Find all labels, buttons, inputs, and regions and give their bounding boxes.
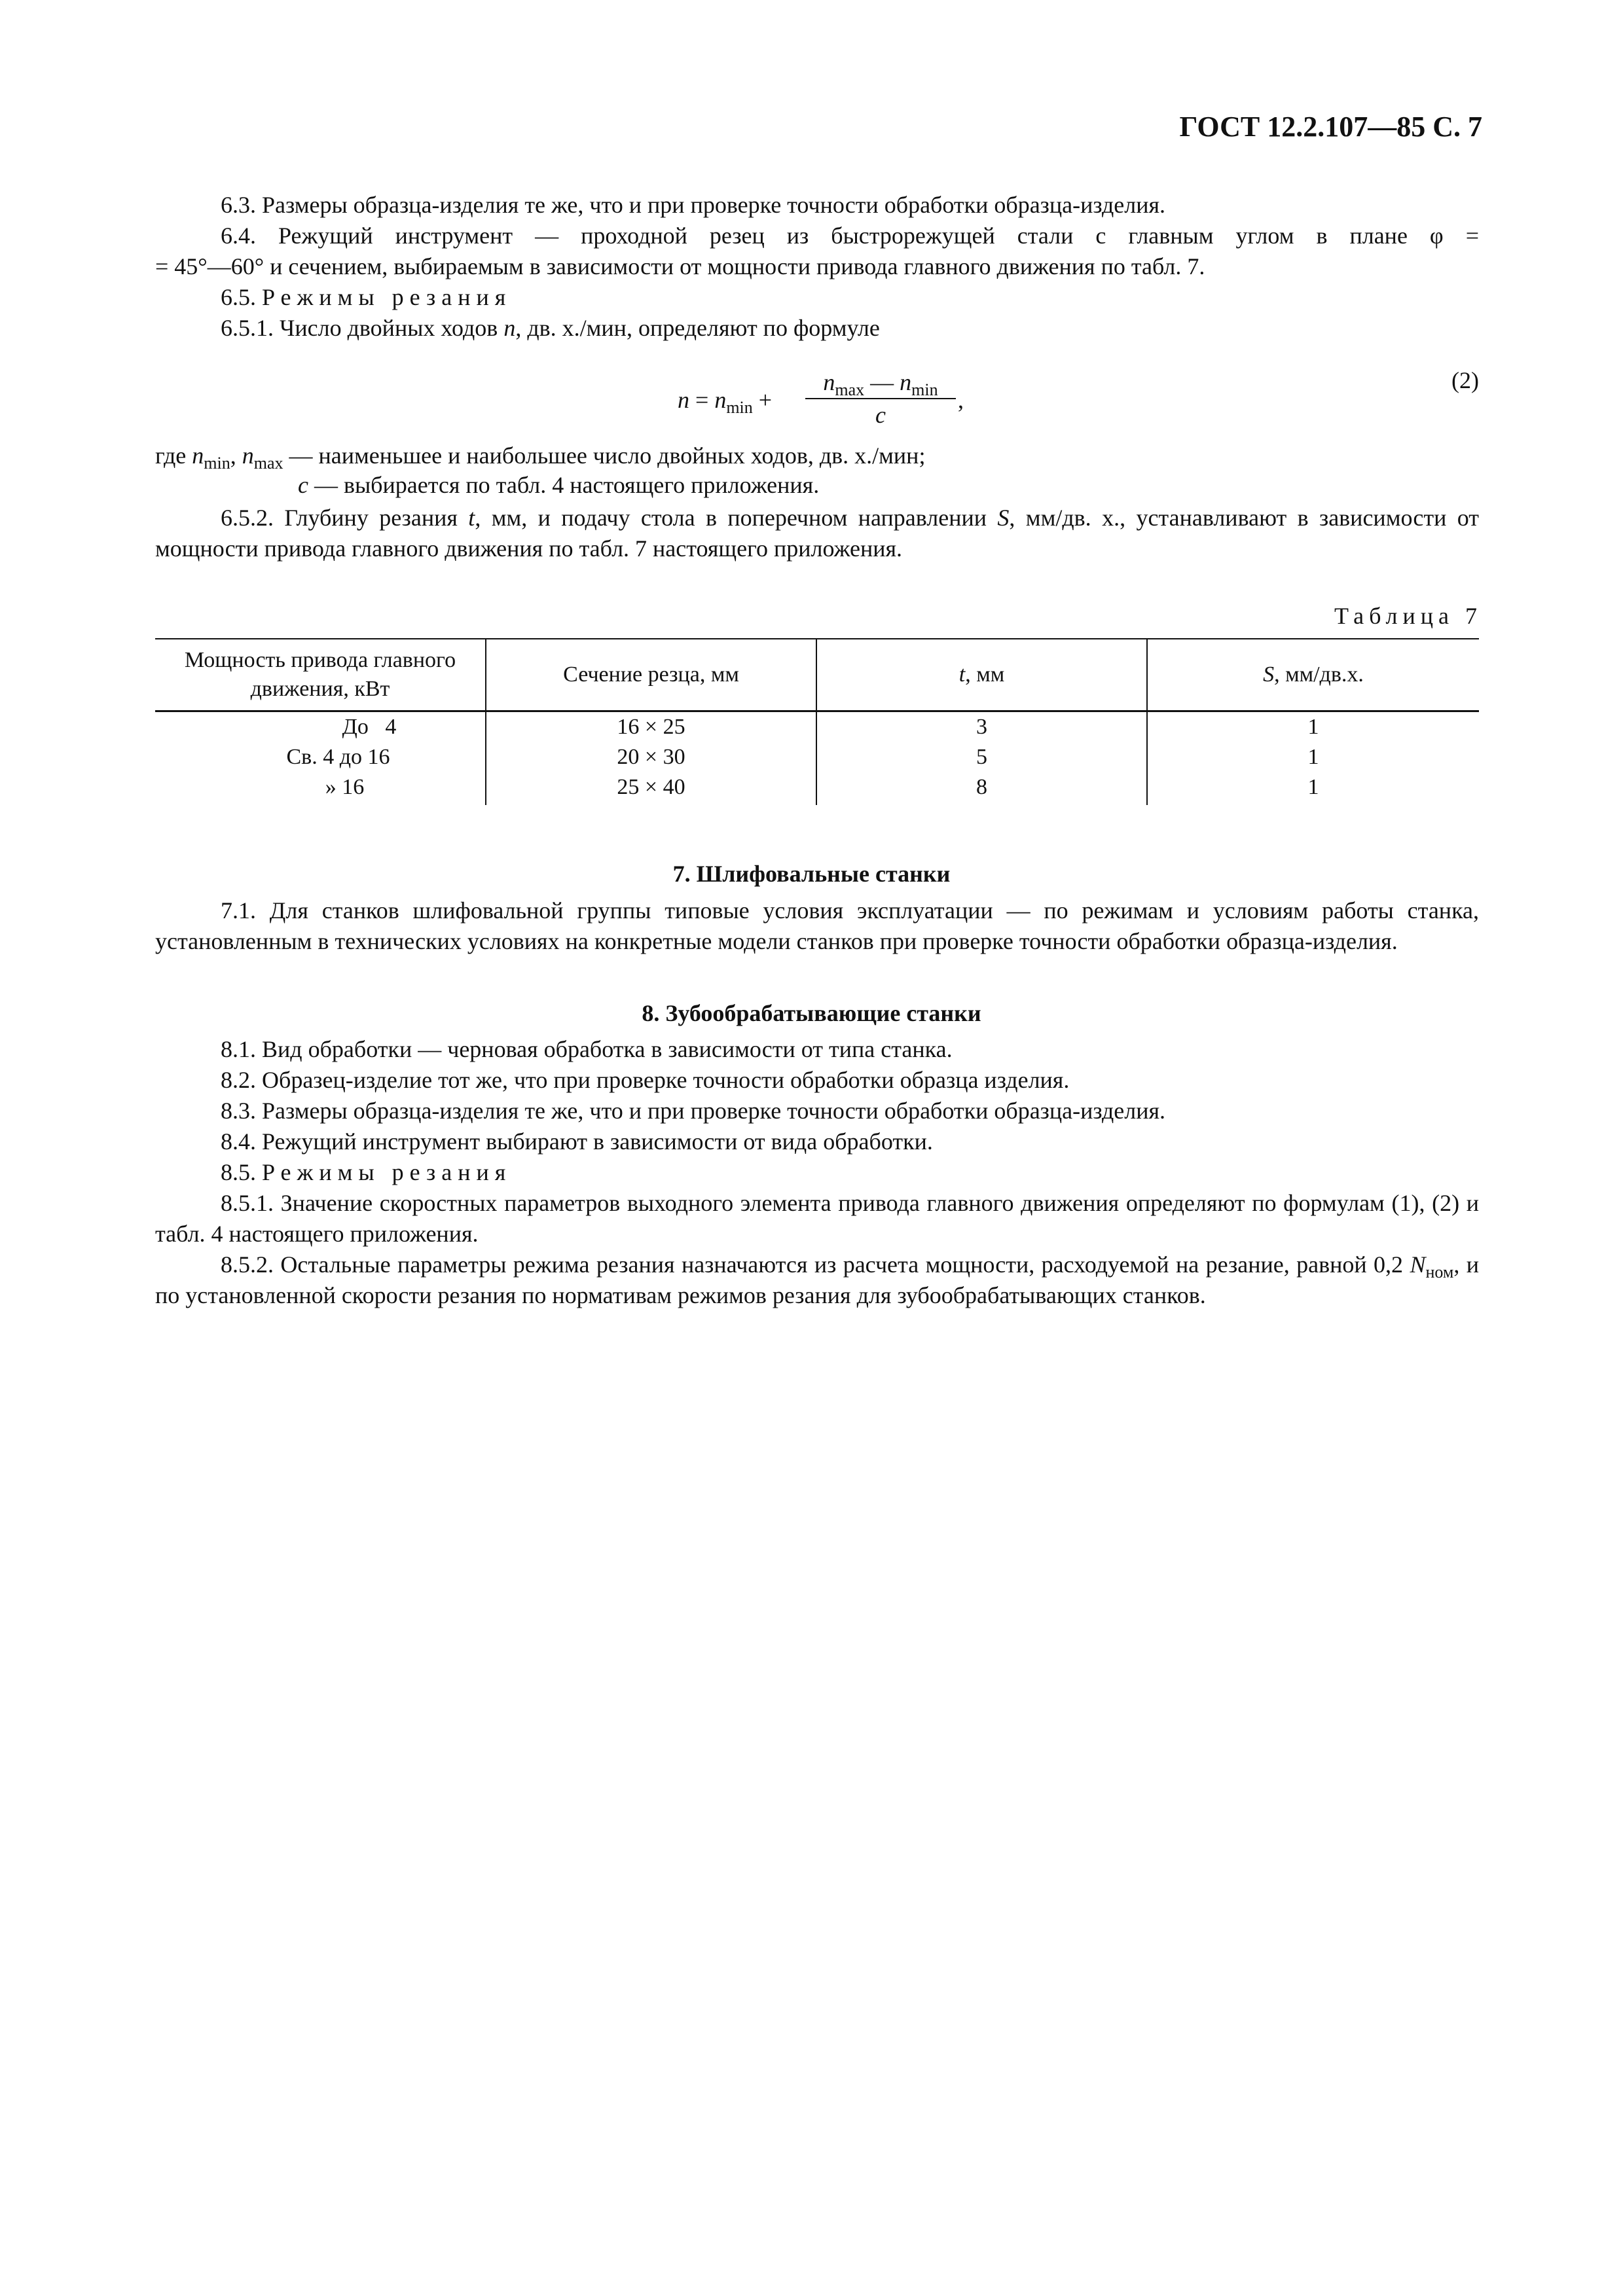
where-var1: n <box>192 442 204 469</box>
section-8-body <box>155 1034 1479 1311</box>
where-c-rest: — выбирается по табл. 4 настоящего приложения. <box>308 472 820 498</box>
formula-comma: , <box>958 387 964 413</box>
table-cell-section: 20 × 30 <box>486 742 816 772</box>
paragraph-6-4-line1: 6.4. Режущий инструмент — проходной резец из быстрорежущей стали с главным углом в плане φ = <box>221 223 1479 249</box>
p-8-5-2-text-b: , и по установленной скорости резания по нормативам режимов резания для зубообрабатывающих станков. <box>155 1251 1479 1308</box>
table-7 <box>155 638 1479 805</box>
heading-section-8: 8. Зубообрабатывающие станки <box>642 1000 981 1026</box>
formula-eq: = <box>689 387 715 413</box>
p-8-5-2-var-n: N <box>1410 1251 1426 1278</box>
formula-where-line1 <box>155 440 925 471</box>
formula-plus: + <box>752 387 773 413</box>
where-sep: , <box>230 442 242 469</box>
paragraph-8-3: 8.3. Размеры образца-изделия те же, что и при проверке точности обработки образца-изделия. <box>221 1098 1166 1124</box>
table-cell-power: До 4 <box>342 715 397 739</box>
paragraph-8-5-2 <box>155 1249 1479 1311</box>
table-header-row <box>155 639 1479 711</box>
formula-num-var1: n <box>823 369 835 395</box>
section-7-body <box>155 895 1479 957</box>
table-cell-section: 25 × 40 <box>486 772 816 805</box>
formula-number: (2) <box>1451 367 1479 393</box>
table-row <box>155 772 1479 805</box>
table-header-s-var: S <box>1263 662 1275 687</box>
paragraph-8-5-1: 8.5.1. Значение скоростных параметров выходного элемента привода главного движения определяют по формулам (1), (2) и табл. 4 настоящего приложения. <box>155 1190 1479 1247</box>
table-row <box>155 742 1479 772</box>
p-6-5-2-var-t: t <box>468 505 475 531</box>
where-sub1: min <box>204 454 230 473</box>
paragraph-6-5-1-text2: , дв. х./мин, определяют по формуле <box>515 315 880 341</box>
table-cell-section: 16 × 25 <box>486 711 816 743</box>
table-cell-s: 1 <box>1147 772 1479 805</box>
paragraph-6-5-title: Режимы резания <box>262 284 512 310</box>
paragraph-6-3: 6.3. Размеры образца-изделия те же, что и при проверке точности обработки образца-изделия. <box>221 192 1166 218</box>
formula-num-sub1: max <box>835 380 865 399</box>
formula-lhs <box>678 385 772 416</box>
table-row <box>155 711 1479 743</box>
paragraph-6-5-2 <box>155 503 1479 564</box>
formula-where-line2 <box>298 470 819 501</box>
formula-den-var: c <box>875 402 886 428</box>
table-header-t-var: t <box>958 662 966 687</box>
p-8-5-2-text-a: 8.5.2. Остальные параметры режима резания назначаются из расчета мощности, расходуемой на резание, равной 0,2 <box>221 1251 1410 1278</box>
where-var2: n <box>242 442 254 469</box>
paragraph-6-5-1-text: 6.5.1. Число двойных ходов <box>221 315 504 341</box>
paragraph-8-5-title: Режимы резания <box>262 1159 512 1185</box>
section-6-top <box>155 190 1479 344</box>
table-header-power: Мощность привода главного движения, кВт <box>155 639 486 711</box>
formula-denominator <box>805 401 956 429</box>
table-header-s <box>1147 639 1479 711</box>
var-n: n <box>503 315 516 341</box>
table-cell-t: 5 <box>816 742 1147 772</box>
where-rest: — наименьшее и наибольшее число двойных ходов, дв. х./мин; <box>283 442 926 469</box>
table-header-t <box>816 639 1147 711</box>
table-cell-t: 3 <box>816 711 1147 743</box>
paragraph-7-1: 7.1. Для станков шлифовальной группы типовые условия эксплуатации — по режимам и условиям работы станка, установленным в технических условиях на конкретные модели станков при проверке точности обработки образца-изделия. <box>155 897 1479 954</box>
formula-numerator <box>805 367 956 398</box>
table-cell-power: Св. 4 до 16 <box>286 745 390 769</box>
paragraph-8-4: 8.4. Режущий инструмент выбирают в зависимости от вида обработки. <box>221 1128 933 1155</box>
p-6-5-2-text-b: , мм, и подачу стола в поперечном направлении <box>475 505 998 531</box>
paragraph-8-5 <box>155 1157 1479 1188</box>
p-6-5-2-text-c: , мм/дв. х., устанавливают в зависимости от мощности привода главного движения по табл. 7 настоящего приложения. <box>155 505 1479 562</box>
paragraph-8-1: 8.1. Вид обработки — черновая обработка в зависимости от типа станка. <box>221 1036 953 1062</box>
formula-2 <box>678 367 1070 439</box>
where-sub2: max <box>253 454 283 473</box>
table-header-section: Сечение резца, мм <box>486 639 816 711</box>
paragraph-8-2: 8.2. Образец-изделие тот же, что при проверке точности обработки образца изделия. <box>221 1067 1070 1093</box>
formula-fraction <box>805 367 956 429</box>
p-6-5-2-text-a: 6.5.2. Глубину резания <box>221 505 469 531</box>
table-header-t-unit: , мм <box>965 662 1005 687</box>
where-lead: где <box>155 442 192 469</box>
section-6-5-2 <box>155 503 1479 564</box>
paragraph-8-5-number: 8.5. <box>221 1159 256 1185</box>
paragraph-6-5 <box>155 282 1479 313</box>
p-6-5-2-var-s: S <box>997 505 1010 531</box>
formula-lhs-var: n <box>678 387 689 413</box>
paragraph-6-4-line2: = 45°—60° и сечением, выбираемым в зависимости от мощности привода главного движения по табл. 7. <box>155 253 1205 279</box>
p-8-5-2-sub: ном <box>1425 1263 1454 1282</box>
table-caption: Таблица 7 <box>1334 603 1482 629</box>
paragraph-6-5-number: 6.5. <box>221 284 256 310</box>
formula-term-sub: min <box>726 398 753 417</box>
formula-num-var2: n <box>900 369 912 395</box>
formula-term-var: n <box>714 387 727 413</box>
table-cell-s: 1 <box>1147 742 1479 772</box>
heading-section-7: 7. Шлифовальные станки <box>672 861 951 887</box>
formula-minus: — <box>864 369 900 395</box>
page-header: ГОСТ 12.2.107—85 С. 7 <box>1179 111 1482 143</box>
formula-num-sub2: min <box>911 380 938 399</box>
paragraph-6-5-1 <box>155 313 1479 344</box>
table-cell-power: » 16 <box>325 775 365 799</box>
table-cell-s: 1 <box>1147 711 1479 743</box>
table-header-s-unit: , мм/дв.х. <box>1274 662 1364 687</box>
table-cell-t: 8 <box>816 772 1147 805</box>
where-c-var: c <box>298 472 308 498</box>
